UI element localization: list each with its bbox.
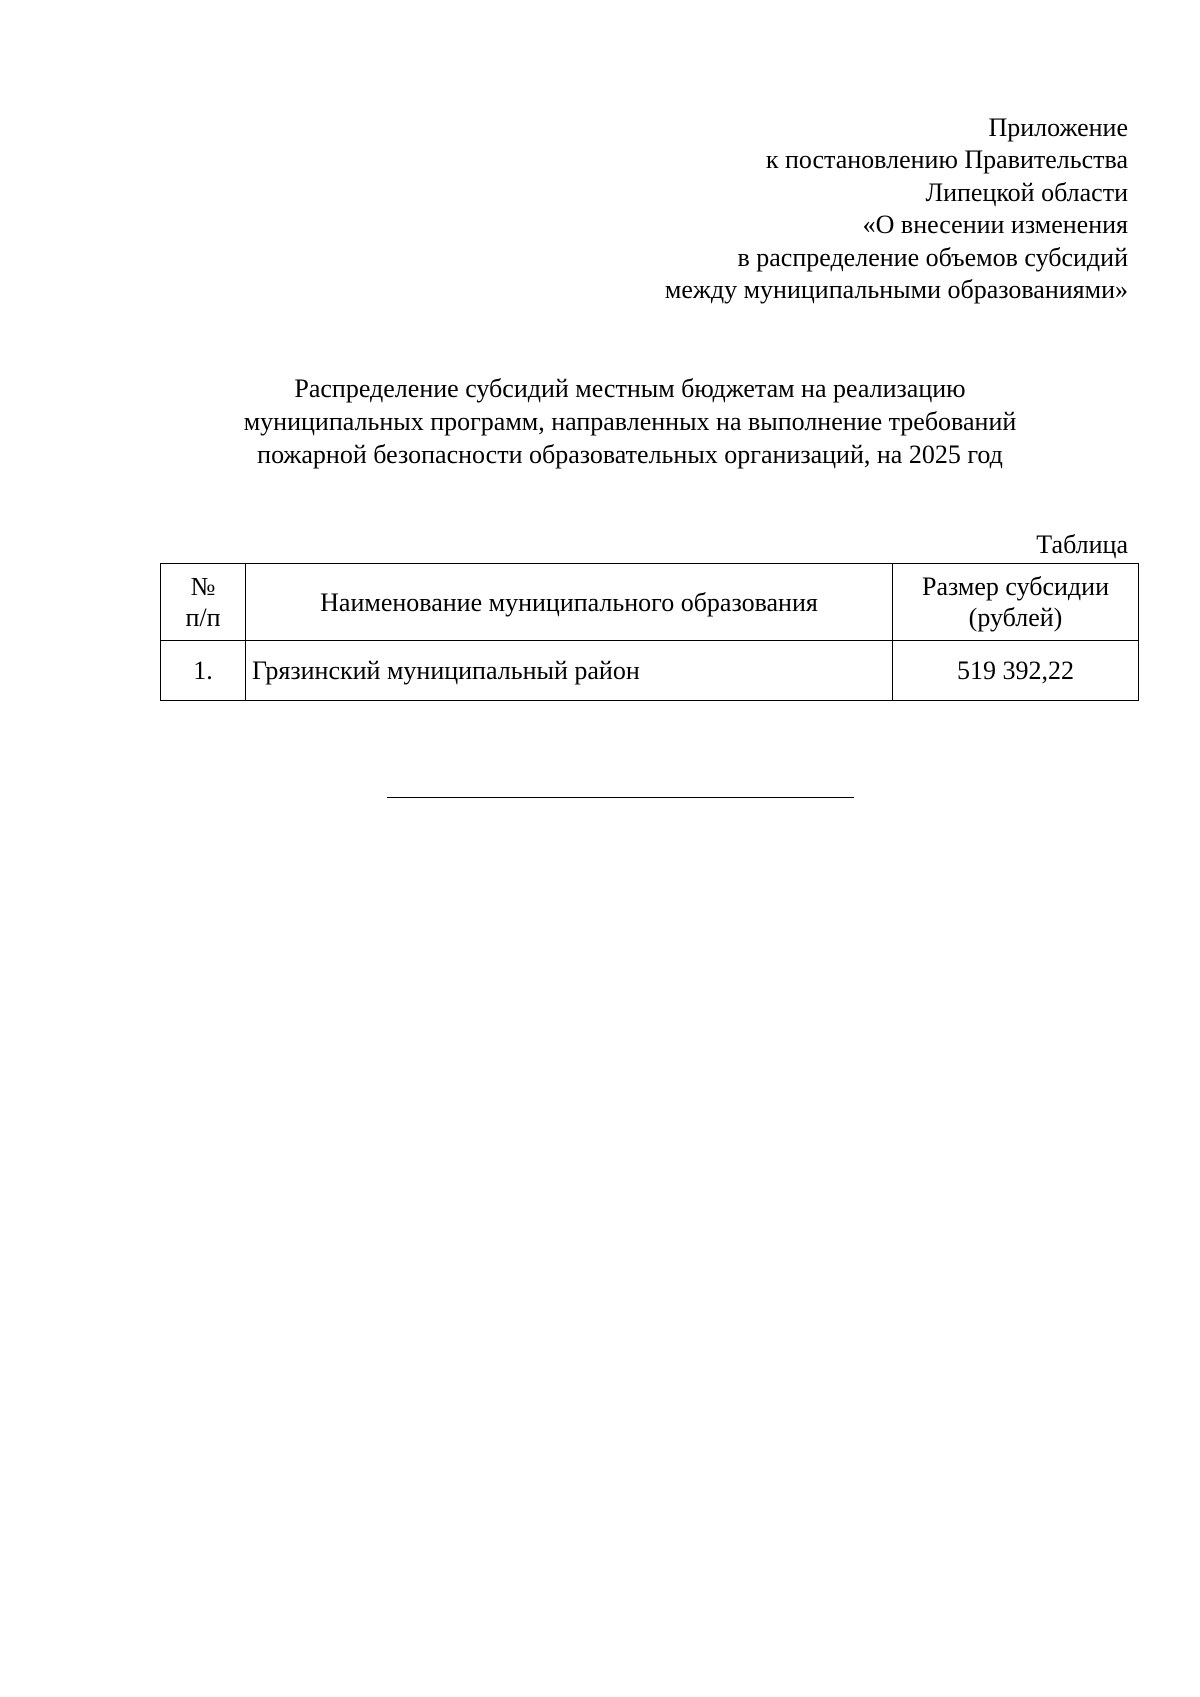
annex-line: в распределение объемов субсидий [737,242,1128,272]
row-amount: 519 392,22 [893,641,1139,701]
annex-line: между муниципальными образованиями» [664,275,1128,305]
end-rule-divider [387,797,854,798]
table-caption: Таблица [1036,530,1128,559]
header-amount [893,564,1139,641]
subsidies-table [160,563,1139,701]
annex-line: к постановлению Правительства [765,145,1128,175]
document-title [160,372,1100,471]
annex-block [665,112,1128,306]
annex-line: «О внесении изменения [862,210,1128,240]
row-municipality: Грязинский муниципальный район [246,641,893,701]
header-name: Наименование муниципального образования [246,564,893,641]
table-header-row [161,564,1139,641]
title-line: Распределение субсидий местным бюджетам на реализацию [294,374,966,403]
row-number: 1. [161,641,246,701]
annex-line: Приложение [988,113,1128,142]
annex-line: Липецкой области [925,177,1128,207]
header-number [161,564,246,641]
title-line: муниципальных программ, направленных на выполнение требований [243,407,1017,436]
title-line: пожарной безопасности образовательных организаций, на 2025 год [257,440,1003,469]
header-amount-line: (рублей) [968,603,1063,632]
table-row [161,641,1139,701]
header-amount-line: Размер субсидии [922,572,1109,601]
header-number-line: п/п [185,603,221,632]
header-number-line: № [190,572,216,601]
